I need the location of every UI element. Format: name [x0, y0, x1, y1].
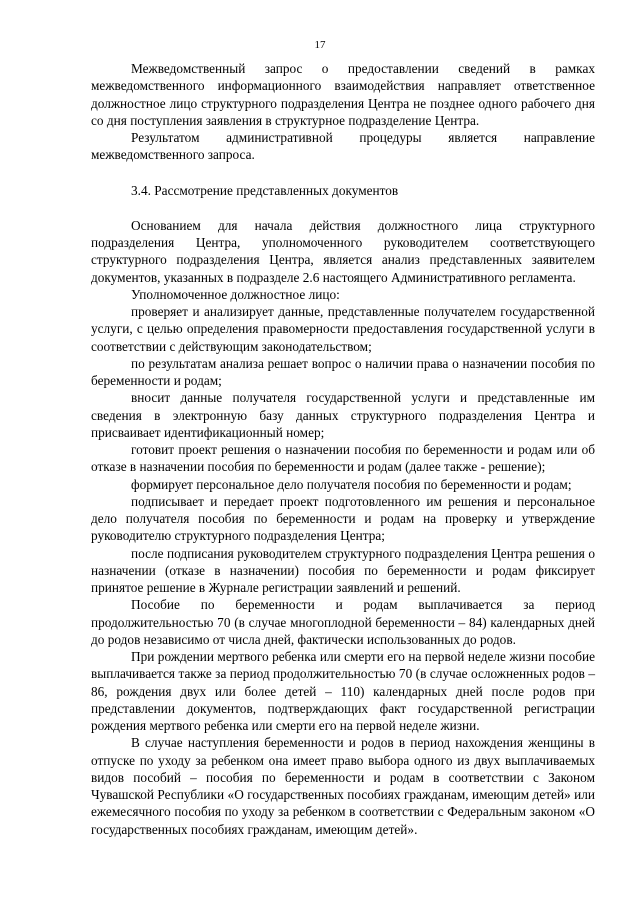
list-item: по результатам анализа решает вопрос о наличии права о назначении пособия по беременности и родам;: [91, 355, 595, 388]
page-number: 17: [314, 39, 326, 51]
list-item: проверяет и анализирует данные, представленные получателем государственной услуги, с целью определения правомерности предоставления государственной услуги в соответствии с действующим законодательством;: [91, 304, 595, 354]
paragraph: Уполномоченное должностное лицо:: [131, 286, 340, 302]
paragraph: Результатом административной процедуры является направление межведомственного запроса.: [91, 130, 595, 163]
section-heading: 3.4. Рассмотрение представленных документов: [131, 182, 399, 198]
list-item: вносит данные получателя государственной услуги и представленные им сведения в электронную базу данных структурного подразделения Центра и присваивает идентификационный номер;: [91, 390, 595, 440]
list-item: после подписания руководителем структурного подразделения Центра решения о назначении (отказе в назначении) пособия по беременности и родам фиксирует принятое решение в Журнале регистрации заявлений и решений.: [91, 545, 595, 595]
paragraph: Межведомственный запрос о предоставлении сведений в рамках межведомственного информационного взаимодействия направляет ответственное должностное лицо структурного подразделения Центра не позднее одного рабочего дня со дня поступления заявления в структурное подразделение Центра.: [91, 61, 595, 128]
list-item: готовит проект решения о назначении пособия по беременности и родам или об отказе в назначении пособия по беременности и родам (далее также - решение);: [91, 442, 595, 475]
paragraph: При рождении мертвого ребенка или смерти его на первой неделе жизни пособие выплачивается также за период продолжительностью 70 (в случае осложненных родов – 86, рождения двух или более детей – 110) календарных дней после родов при представлении документов, подтверждающих факт государственной регистрации рождения мертвого ребенка или смерти его на первой неделе жизни.: [91, 649, 595, 733]
paragraph: Основанием для начала действия должностного лица структурного подразделения Центра, уполномоченного руководителем соответствующего структурного подразделения Центра, является анализ представленных заявителем документов, указанных в подразделе 2.6 настоящего Административного регламента.: [91, 217, 595, 285]
paragraph: Пособие по беременности и родам выплачивается за период продолжительностью 70 (в случае многоплодной беременности – 84) календарных дней до родов независимо от числа дней, фактически использованных до родов.: [91, 597, 595, 647]
list-item: подписывает и передает проект подготовленного им решения и персональное дело получателя пособия по беременности и родам на проверку и утверждение руководителю структурного подразделения Центра;: [91, 493, 595, 544]
paragraph: В случае наступления беременности и родов в период нахождения женщины в отпуске по уходу за ребенком она имеет право выбора одного из двух выплачиваемых видов пособий – пособия по беременности и родам в соответствии с Законом Чувашской Республики «О государственных пособиях гражданам, имеющим детей» или ежемесячного пособия по уходу за ребенком в соответствии с Федеральным законом «О государственных пособиях гражданам, имеющим детей».: [91, 735, 595, 837]
list-item: формирует персональное дело получателя пособия по беременности и родам;: [131, 476, 572, 492]
document-body: [91, 60, 595, 838]
